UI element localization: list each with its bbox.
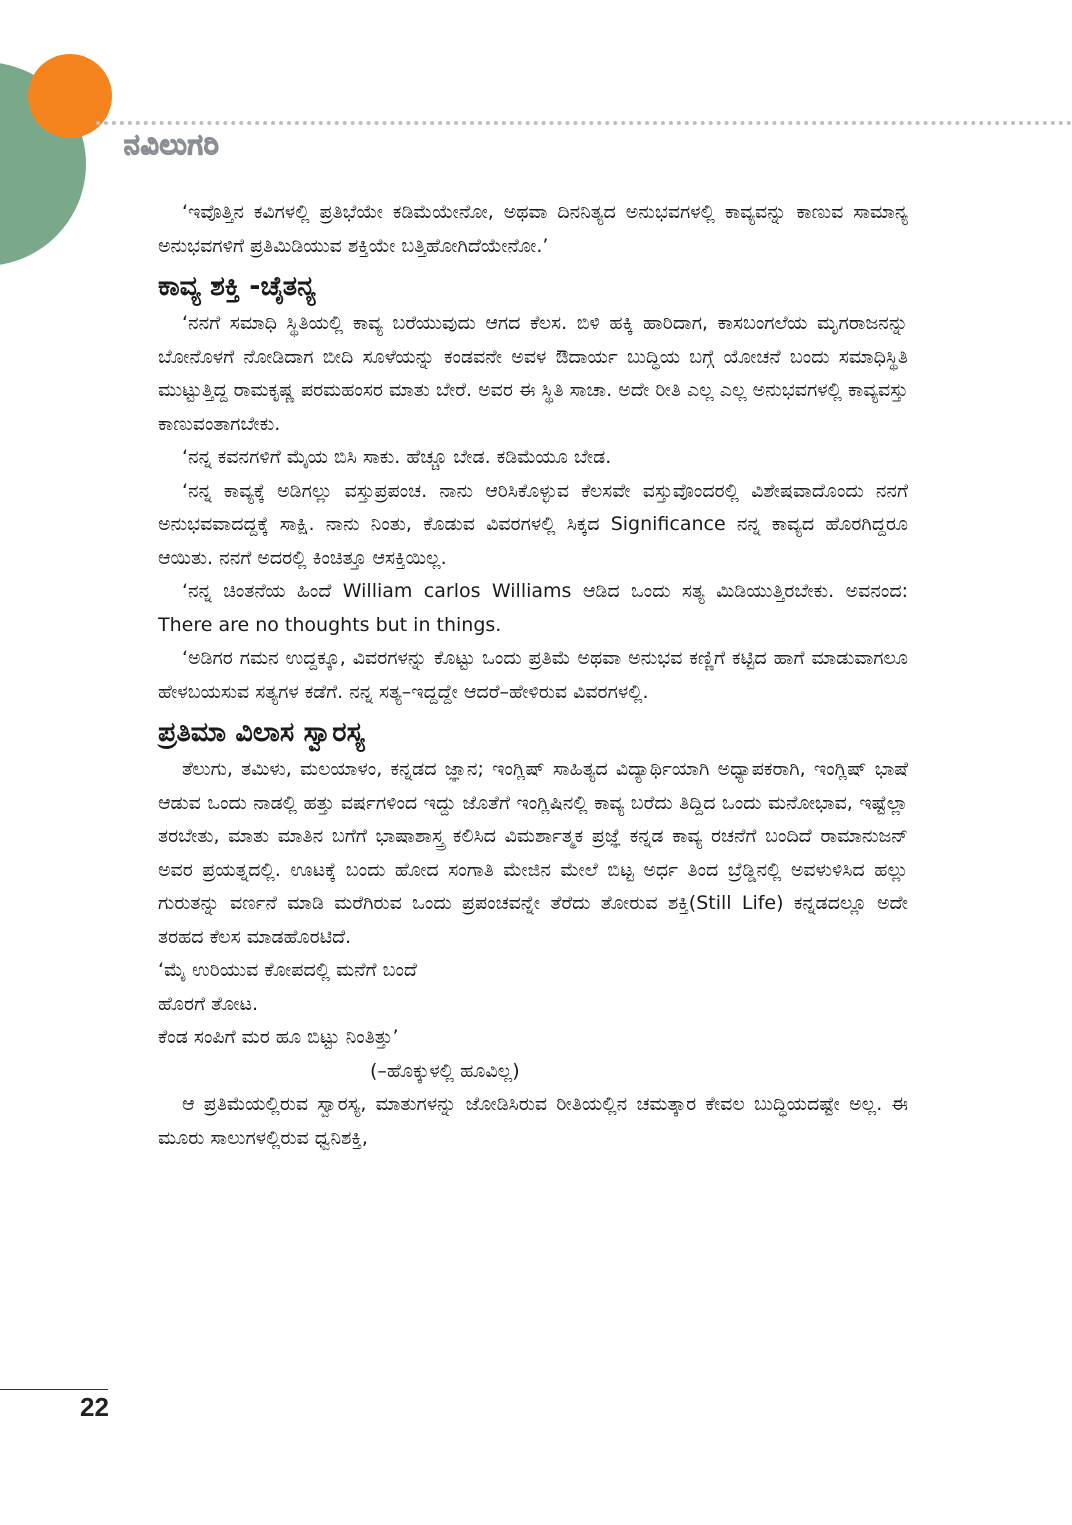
page-body bbox=[158, 196, 908, 1155]
body-paragraph: ‘ನನ್ನ ಚಿಂತನೆಯ ಹಿಂದೆ William carlos Williams ಆಡಿದ ಒಂದು ಸತ್ಯ ಮಿಡಿಯುತ್ತಿರಬೇಕು. ಅವನಂದ: There are no thoughts but in things. bbox=[158, 580, 908, 636]
poem-source: (–ಹೊಕ್ಕುಳಲ್ಲಿ ಹೂವಿಲ್ಲ) bbox=[370, 1059, 520, 1082]
running-header: ನವಿಲುಗರಿ bbox=[124, 128, 220, 161]
body-paragraph: ‘ನನ್ನ ಕಾವ್ಯಕ್ಕೆ ಅಡಿಗಲ್ಲು ವಸ್ತುಪ್ರಪಂಚ. ನಾನು ಆರಿಸಿಕೊಳ್ಳುವ ಕೆಲಸವೇ ವಸ್ತುವೊಂದರಲ್ಲಿ ವಿಶೇಷವಾದೊಂದು ನನಗೆ ಅನುಭವವಾದದ್ದಕ್ಕೆ ಸಾಕ್ಷಿ. ನಾನು ನಿಂತು, ಕೊಡುವ ವಿವರಗಳಲ್ಲಿ ಸಿಕ್ಕದ Significance ನನ್ನ ಕಾವ್ಯದ ಹೊರಗಿದ್ದರೂ ಆಯಿತು. ನನಗೆ ಅದರಲ್ಲಿ ಕಿಂಚಿತ್ತೂ ಆಸಕ್ತಿಯಿಲ್ಲ. bbox=[158, 479, 908, 569]
body-paragraph: ‘ನನ್ನ ಕವನಗಳಿಗೆ ಮೈಯ ಬಿಸಿ ಸಾಕು. ಹೆಚ್ಚೂ ಬೇಡ. ಕಡಿಮೆಯೂ ಬೇಡ. bbox=[182, 446, 612, 468]
decorative-orange-circle bbox=[28, 54, 112, 138]
footer-rule bbox=[0, 1389, 108, 1390]
quote-paragraph: ‘ಇವೊತ್ತಿನ ಕವಿಗಳಲ್ಲಿ ಪ್ರತಿಭೆಯೇ ಕಡಿಮೆಯೇನೋ, ಅಥವಾ ದಿನನಿತ್ಯದ ಅನುಭವಗಳಲ್ಲಿ ಕಾವ್ಯವನ್ನು ಕಾಣುವ ಸಾಮಾನ್ಯ ಅನುಭವಗಳಿಗೆ ಪ್ರತಿಮಿಡಿಯುವ ಶಕ್ತಿಯೇ ಬತ್ತಿಹೋಗಿದೆಯೇನೋ.’ bbox=[158, 201, 908, 257]
body-paragraph: ಆ ಪ್ರತಿಮೆಯಲ್ಲಿರುವ ಸ್ವಾರಸ್ಯ, ಮಾತುಗಳನ್ನು ಜೋಡಿಸಿರುವ ರೀತಿಯಲ್ಲಿನ ಚಮತ್ಕಾರ ಕೇವಲ ಬುದ್ಧಿಯದಷ್ಟೇ ಅಲ್ಲ. ಈ ಮೂರು ಸಾಲುಗಳಲ್ಲಿರುವ ಧ್ವನಿಶಕ್ತಿ, bbox=[158, 1093, 908, 1149]
section-heading: ಪ್ರತಿಮಾ ವಿಲಾಸ ಸ್ವಾರಸ್ಯ bbox=[158, 717, 365, 748]
poem-line: ‘ಮೈ ಉರಿಯುವ ಕೋಪದಲ್ಲಿ ಮನೆಗೆ ಬಂದೆ bbox=[158, 959, 417, 981]
dotted-header-rule bbox=[96, 121, 1072, 125]
poem-line: ಹೊರಗೆ ತೋಟ. bbox=[158, 992, 259, 1015]
page-number: 22 bbox=[80, 1392, 109, 1422]
poem-line: ಕೆಂಡ ಸಂಪಿಗೆ ಮರ ಹೂ ಬಿಟ್ಟು ನಿಂತಿತ್ತು’ bbox=[158, 1026, 399, 1048]
body-paragraph: ‘ನನಗೆ ಸಮಾಧಿ ಸ್ಥಿತಿಯಲ್ಲಿ ಕಾವ್ಯ ಬರೆಯುವುದು ಆಗದ ಕೆಲಸ. ಬಿಳಿ ಹಕ್ಕಿ ಹಾರಿದಾಗ, ಕಾಸಬಂಗಲೆಯ ಮೃಗರಾಜನನ್ನು ಬೋನೊಳಗೆ ನೋಡಿದಾಗ ಬೀದಿ ಸೂಳೆಯನ್ನು ಕಂಡವನೇ ಅವಳ ಔದಾರ್ಯ ಬುದ್ಧಿಯ ಬಗ್ಗೆ ಯೋಚನೆ ಬಂದು ಸಮಾಧಿಸ್ಥಿತಿ ಮುಟ್ಟುತ್ತಿದ್ದ ರಾಮಕೃಷ್ಣ ಪರಮಹಂಸರ ಮಾತು ಬೇರೆ. ಅವರ ಈ ಸ್ಥಿತಿ ಸಾಚಾ. ಅದೇ ರೀತಿ ಎಲ್ಲ ಎಲ್ಲ ಅನುಭವಗಳಲ್ಲಿ ಕಾವ್ಯವಸ್ತು ಕಾಣುವಂತಾಗಬೇಕು. bbox=[158, 312, 908, 435]
body-paragraph: ತೆಲುಗು, ತಮಿಳು, ಮಲಯಾಳಂ, ಕನ್ನಡದ ಜ್ಞಾನ; ಇಂಗ್ಲಿಷ್ ಸಾಹಿತ್ಯದ ವಿದ್ಯಾರ್ಥಿಯಾಗಿ ಅಧ್ಯಾಪಕರಾಗಿ, ಇಂಗ್ಲಿಷ್ ಭಾಷೆ ಆಡುವ ಒಂದು ನಾಡಲ್ಲಿ ಹತ್ತು ವರ್ಷಗಳಿಂದ ಇದ್ದು ಜೊತೆಗೆ ಇಂಗ್ಲಿಷಿನಲ್ಲಿ ಕಾವ್ಯ ಬರೆದು ತಿದ್ದಿದ ಒಂದು ಮನೋಭಾವ, ಇಷ್ಟೆಲ್ಲಾ ತರಬೇತು, ಮಾತು ಮಾತಿನ ಬಗೆಗೆ ಭಾಷಾಶಾಸ್ತ್ರ ಕಲಿಸಿದ ವಿಮರ್ಶಾತ್ಮಕ ಪ್ರಜ್ಞೆ ಕನ್ನಡ ಕಾವ್ಯ ರಚನೆಗೆ ಬಂದಿದೆ ರಾಮಾನುಜನ್ ಅವರ ಪ್ರಯತ್ನದಲ್ಲಿ. ಊಟಕ್ಕೆ ಬಂದು ಹೋದ ಸಂಗಾತಿ ಮೇಜಿನ ಮೇಲೆ ಬಿಟ್ಟ ಅರ್ಧ ತಿಂದ ಬ್ರೆಡ್ಡಿನಲ್ಲಿ ಅವಳುಳಿಸಿದ ಹಲ್ಲು ಗುರುತನ್ನು ವರ್ಣನೆ ಮಾಡಿ ಮರೆಗಿರುವ ಒಂದು ಪ್ರಪಂಚವನ್ನೇ ತೆರೆದು ತೋರುವ ಶಕ್ತಿ(Still Life) ಕನ್ನಡದಲ್ಲೂ ಅದೇ ತರಹದ ಕೆಲಸ ಮಾಡಹೊರಟಿದೆ. bbox=[158, 758, 908, 948]
section-heading: ಕಾವ್ಯ ಶಕ್ತಿ -ಚೈತನ್ಯ bbox=[158, 271, 316, 302]
body-paragraph: ‘ಅಡಿಗರ ಗಮನ ಉದ್ದಕ್ಕೂ, ವಿವರಗಳನ್ನು ಕೊಟ್ಟು ಒಂದು ಪ್ರತಿಮೆ ಅಥವಾ ಅನುಭವ ಕಣ್ಣಿಗೆ ಕಟ್ಟಿದ ಹಾಗೆ ಮಾಡುವಾಗಲೂ ಹೇಳಬಯಸುವ ಸತ್ಯಗಳ ಕಡೆಗೆ. ನನ್ನ ಸತ್ಯ–ಇದ್ದದ್ದೇ ಆದರೆ–ಹೇಳಿರುವ ವಿವರಗಳಲ್ಲಿ. bbox=[158, 647, 908, 703]
